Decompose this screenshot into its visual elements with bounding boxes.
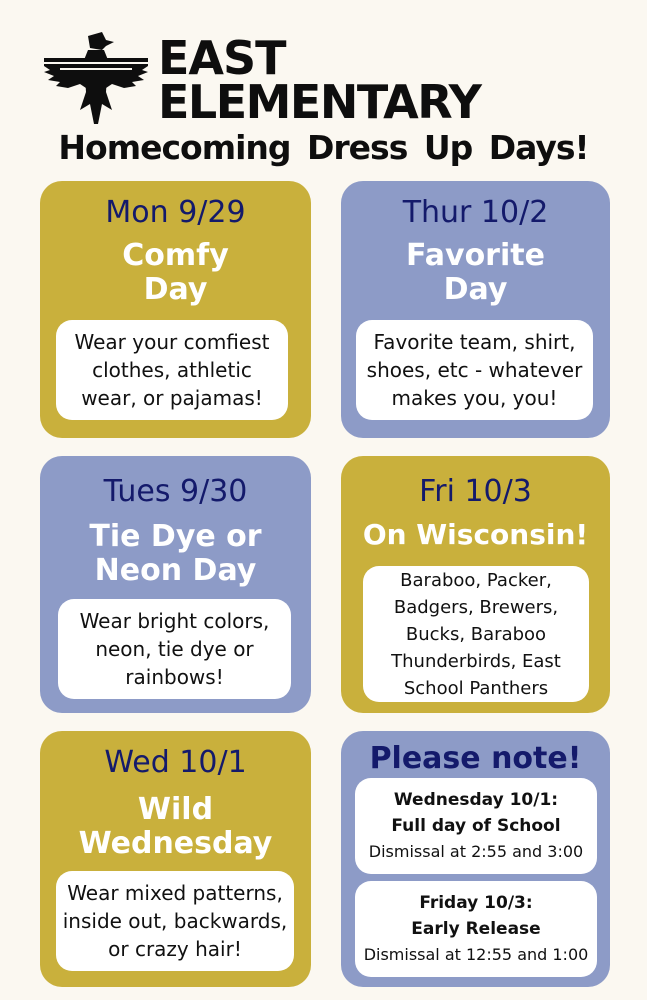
day-description-line: Thunderbirds, East bbox=[391, 650, 561, 672]
day-theme bbox=[40, 520, 311, 588]
day-description-line: neon, tie dye or bbox=[95, 637, 254, 661]
day-theme bbox=[40, 793, 311, 861]
note-subheading: Full day of School bbox=[391, 816, 561, 836]
day-description bbox=[56, 320, 288, 420]
day-description-line: or crazy hair! bbox=[108, 937, 242, 961]
day-description bbox=[56, 871, 294, 971]
day-theme-line: Tie Dye or bbox=[89, 519, 262, 554]
note-item bbox=[355, 881, 597, 977]
day-card-thursday bbox=[341, 181, 610, 438]
day-theme-line: Comfy bbox=[122, 238, 229, 273]
day-theme-line: Neon Day bbox=[94, 553, 257, 588]
note-heading: Wednesday 10/1: bbox=[393, 790, 559, 810]
day-description-line: Wear bright colors, bbox=[79, 609, 270, 633]
day-description-line: makes you, you! bbox=[391, 386, 558, 410]
day-description bbox=[356, 320, 593, 420]
thunderbird-icon bbox=[40, 32, 152, 124]
day-theme bbox=[40, 239, 311, 307]
note-detail: Dismissal at 2:55 and 3:00 bbox=[368, 842, 584, 861]
notes-card bbox=[341, 731, 610, 987]
day-date: Tues 9/30 bbox=[103, 474, 248, 509]
notes-title: Please note! bbox=[369, 741, 582, 776]
day-date: Fri 10/3 bbox=[419, 474, 532, 509]
day-card-wednesday bbox=[40, 731, 311, 987]
day-description-line: Wear mixed patterns, bbox=[67, 881, 283, 905]
note-heading: Friday 10/3: bbox=[419, 893, 533, 913]
day-theme-line: Wild bbox=[137, 792, 214, 827]
day-description-line: rainbows! bbox=[125, 665, 224, 689]
day-theme bbox=[341, 518, 610, 552]
day-description bbox=[58, 599, 291, 699]
day-description-line: inside out, backwards, bbox=[62, 909, 288, 933]
day-description-line: Badgers, Brewers, bbox=[393, 596, 559, 618]
day-description-line: Bucks, Baraboo bbox=[405, 623, 547, 645]
day-theme-line: On Wisconsin! bbox=[362, 518, 589, 551]
day-card-friday bbox=[341, 456, 610, 713]
day-date: Thur 10/2 bbox=[402, 195, 549, 230]
school-name bbox=[158, 31, 481, 129]
day-date: Wed 10/1 bbox=[104, 745, 247, 780]
day-theme-line: Day bbox=[143, 272, 208, 307]
day-date: Mon 9/29 bbox=[105, 195, 246, 230]
note-detail: Dismissal at 12:55 and 1:00 bbox=[363, 945, 589, 964]
school-name-line1: EAST bbox=[158, 31, 286, 85]
day-description-line: Wear your comfiest bbox=[74, 330, 270, 354]
day-theme-line: Day bbox=[443, 272, 508, 307]
day-description-line: Baraboo, Packer, bbox=[400, 569, 552, 591]
day-theme bbox=[341, 239, 610, 307]
note-subheading: Early Release bbox=[411, 919, 541, 939]
day-card-monday bbox=[40, 181, 311, 438]
day-description bbox=[363, 566, 589, 702]
note-item bbox=[355, 778, 597, 874]
day-card-tuesday bbox=[40, 456, 311, 713]
page-title: Homecoming Dress Up Days! bbox=[58, 128, 589, 167]
day-description-line: School Panthers bbox=[403, 677, 549, 699]
school-name-line2: ELEMENTARY bbox=[158, 75, 481, 129]
header bbox=[0, 0, 647, 175]
day-theme-line: Favorite bbox=[406, 238, 545, 273]
day-description-line: wear, or pajamas! bbox=[81, 386, 263, 410]
day-theme-line: Wednesday bbox=[78, 826, 273, 861]
day-description-line: shoes, etc - whatever bbox=[366, 358, 583, 382]
day-description-line: clothes, athletic bbox=[92, 358, 252, 382]
day-description-line: Favorite team, shirt, bbox=[373, 330, 576, 354]
